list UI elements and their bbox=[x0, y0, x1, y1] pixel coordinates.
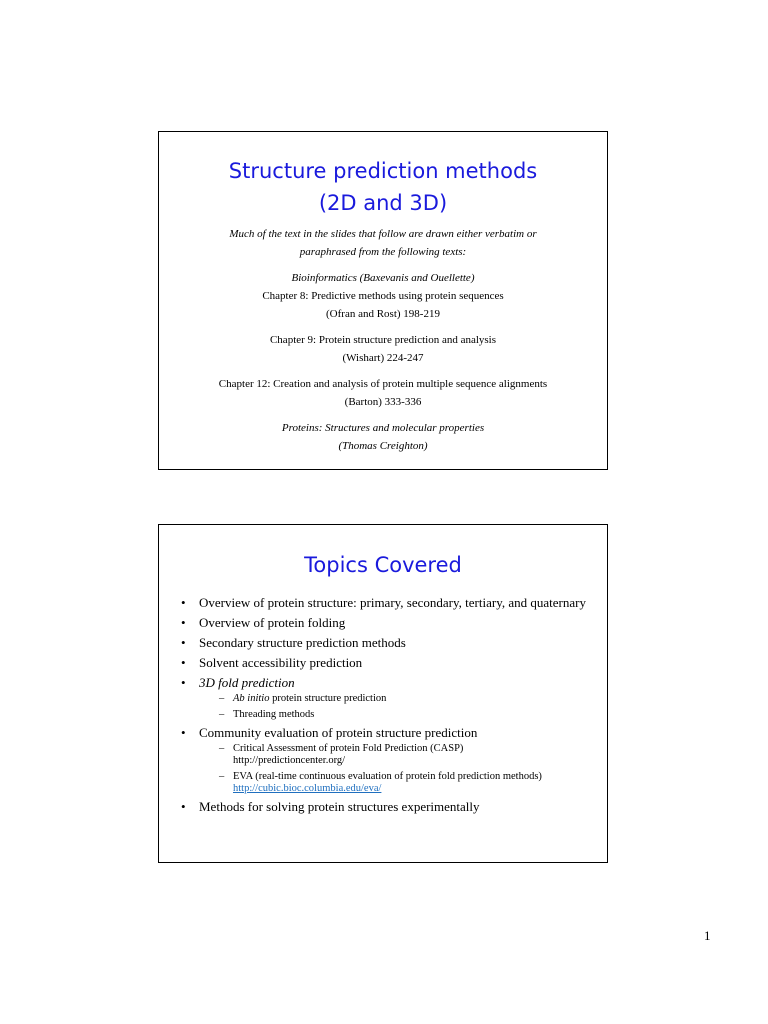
chapter-9-authors: (Wishart) 224-247 bbox=[342, 352, 424, 364]
reference-chapter-12 bbox=[159, 375, 607, 411]
sub-item: – Threading methods bbox=[219, 709, 595, 721]
casp-url: http://predictioncenter.org/ bbox=[233, 755, 346, 766]
intro-line-1: Much of the text in the slides that follow are drawn either verbatim or bbox=[229, 228, 537, 240]
intro-text bbox=[159, 225, 607, 261]
reference-proteins bbox=[159, 419, 607, 455]
slide-1 bbox=[158, 131, 608, 470]
chapter-8-title: Chapter 8: Predictive methods using protein sequences bbox=[262, 290, 504, 302]
book-1-title: Bioinformatics (Baxevanis and Ouellette) bbox=[291, 272, 475, 284]
sub-item bbox=[219, 743, 595, 767]
intro-line-2: paraphrased from the following texts: bbox=[299, 246, 467, 258]
sub-item bbox=[219, 771, 595, 795]
chapter-8-authors: (Ofran and Rost) 198-219 bbox=[326, 308, 440, 320]
title-line-2: (2D and 3D) bbox=[318, 191, 448, 215]
casp-text: Critical Assessment of protein Fold Prediction (CASP) bbox=[233, 743, 464, 754]
list-item: • Solvent accessibility prediction bbox=[181, 655, 595, 671]
reference-bioinformatics bbox=[159, 269, 607, 323]
eva-text: EVA (real-time continuous evaluation of protein fold prediction methods) bbox=[233, 771, 542, 782]
chapter-12-authors: (Barton) 333-336 bbox=[344, 396, 422, 408]
list-item: • Secondary structure prediction methods bbox=[181, 635, 595, 651]
title-line-1: Structure prediction methods bbox=[228, 159, 538, 183]
ab-initio-term: Ab initio bbox=[233, 693, 270, 704]
list-item-label: 3D fold prediction bbox=[199, 675, 295, 690]
list-item: • Methods for solving protein structures experimentally bbox=[181, 799, 595, 815]
list-item-label: Community evaluation of protein structure prediction bbox=[199, 725, 478, 740]
ab-initio-rest: protein structure prediction bbox=[269, 693, 387, 704]
book-2-author: (Thomas Creighton) bbox=[338, 440, 428, 452]
sub-list bbox=[199, 693, 595, 721]
chapter-9-title: Chapter 9: Protein structure prediction and analysis bbox=[269, 334, 497, 346]
eva-link[interactable]: http://cubic.bioc.columbia.edu/eva/ bbox=[233, 783, 382, 794]
list-item-3d-fold bbox=[181, 675, 595, 721]
slide-2-title: Topics Covered bbox=[304, 553, 462, 577]
list-item: • Overview of protein folding bbox=[181, 615, 595, 631]
list-item: • Overview of protein structure: primary, secondary, tertiary, and quaternary bbox=[181, 595, 595, 611]
list-item-community bbox=[181, 725, 595, 795]
book-2-title: Proteins: Structures and molecular properties bbox=[281, 422, 485, 434]
page-number: 1 bbox=[704, 928, 711, 943]
chapter-12-title: Chapter 12: Creation and analysis of protein multiple sequence alignments bbox=[218, 378, 548, 390]
sub-list bbox=[199, 743, 595, 795]
reference-chapter-9 bbox=[159, 331, 607, 367]
sub-item bbox=[219, 693, 595, 705]
topics-list bbox=[159, 595, 607, 815]
slide-2 bbox=[158, 524, 608, 863]
slide-1-title bbox=[159, 155, 607, 219]
